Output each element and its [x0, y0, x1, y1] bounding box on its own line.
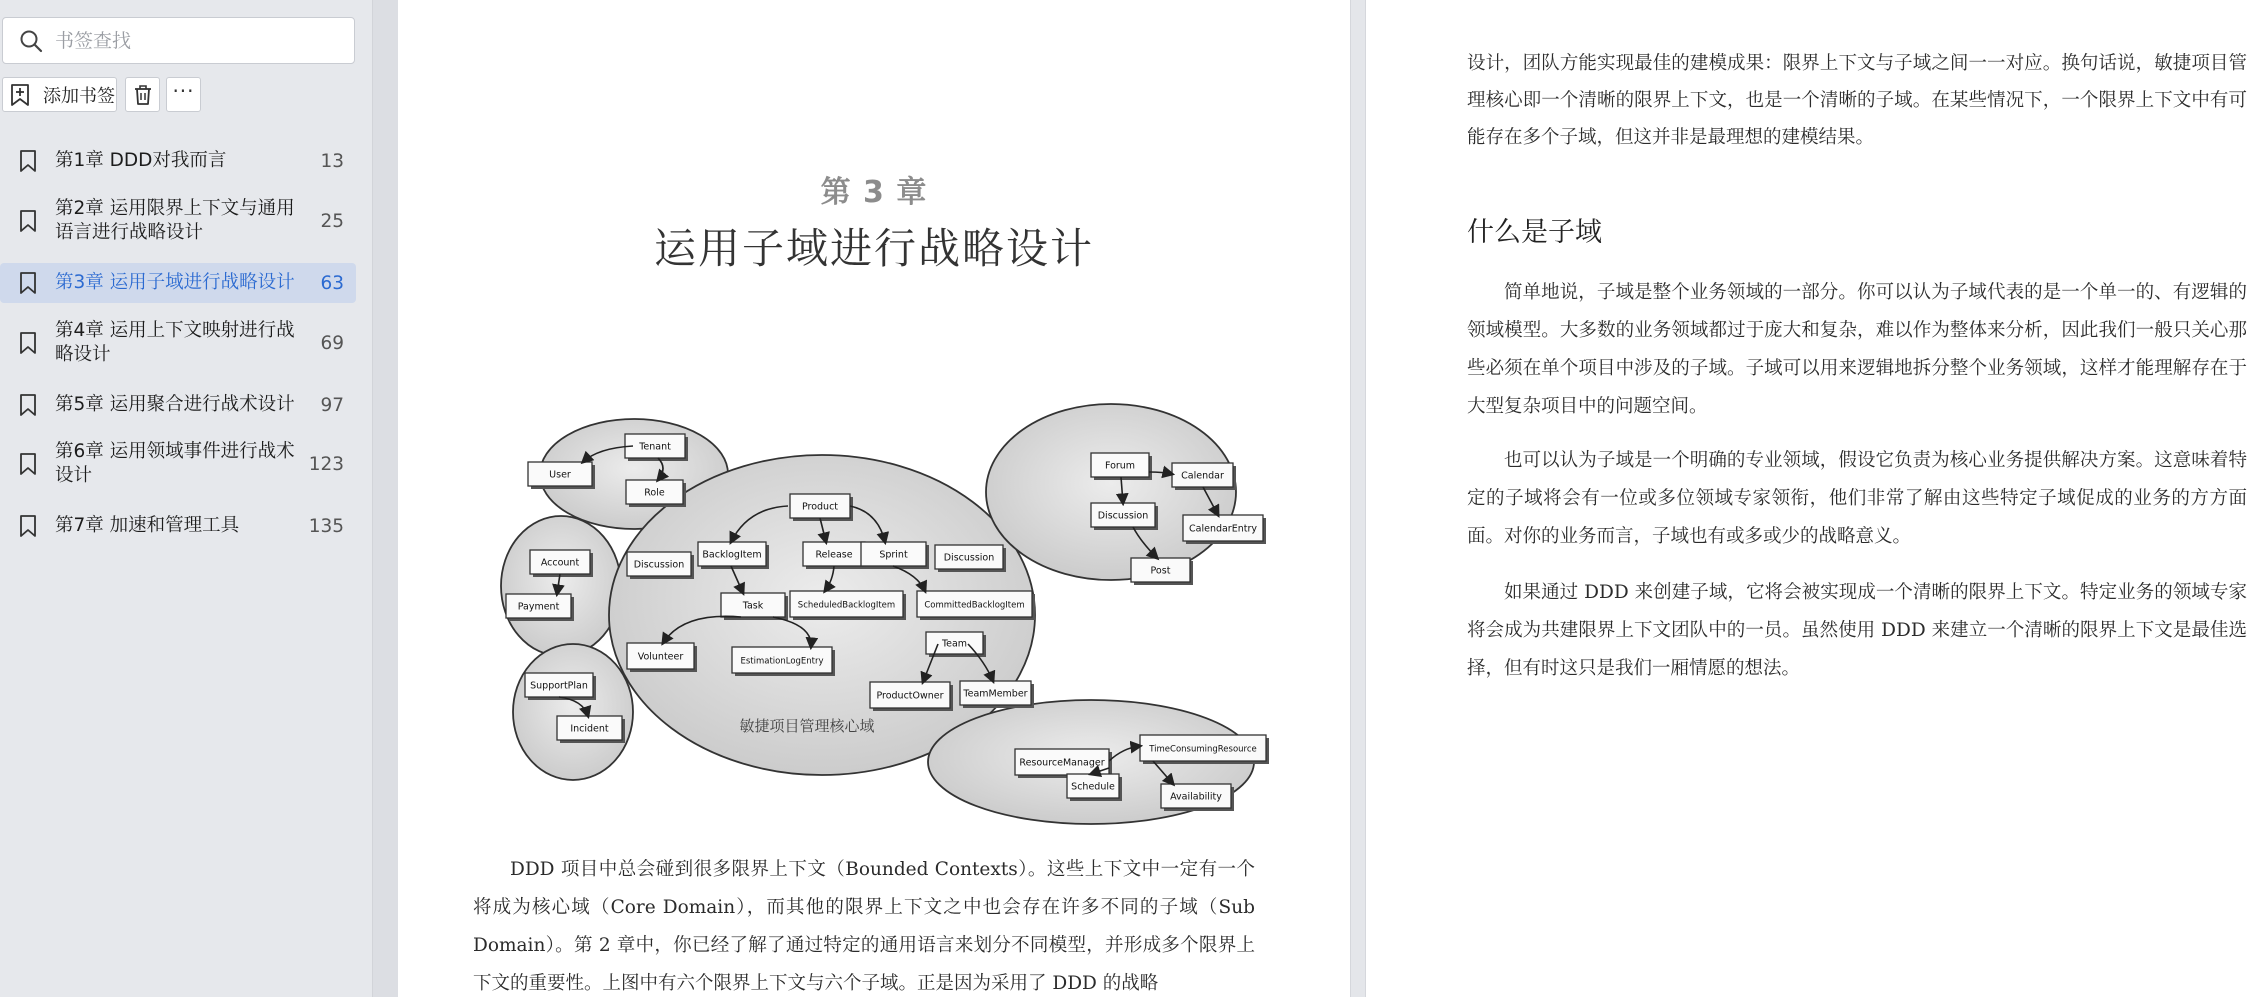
- diagram-node-label: Tenant: [639, 441, 671, 453]
- bookmark-label: 第5章 运用聚合进行战术设计: [55, 394, 295, 415]
- diagram-node-label: Schedule: [1071, 781, 1115, 793]
- diagram-node-label: ScheduledBacklogItem: [797, 600, 896, 611]
- bookmark-icon: [18, 209, 38, 233]
- body-paragraph: 如果通过 DDD 来创建子域，它将会被实现成一个清晰的限界上下文。特定业务的领域专家将会成为共建限界上下文团队中的一员。虽然使用 DDD 来建立一个清晰的限界上下文是最佳选择，但有时这只是我们一厢情愿的想法。: [1467, 582, 2247, 679]
- bookmark-label: 第2章 运用限界上下文与通用语言进行战略设计: [55, 198, 295, 243]
- core-domain-label: 敏捷项目管理核心域: [739, 717, 875, 735]
- add-bookmark-icon: [9, 83, 31, 107]
- bookmark-icon: [18, 514, 38, 538]
- search-icon: [19, 29, 43, 53]
- diagram-node-label: Discussion: [633, 559, 685, 571]
- bookmark-item[interactable]: [0, 263, 356, 303]
- add-bookmark-label: 添加书签: [43, 85, 115, 107]
- diagram-node-label: CommittedBacklogItem: [924, 600, 1025, 611]
- subdomain-diagram: [473, 400, 1273, 830]
- support-subdomain: [513, 644, 633, 780]
- bookmark-page-number: 25: [320, 210, 344, 232]
- bookmark-label: 第1章 DDD对我而言: [55, 150, 227, 171]
- diagram-node-label: ProductOwner: [876, 690, 944, 702]
- trash-icon: [133, 84, 153, 106]
- diagram-node-label: Discussion: [1097, 510, 1149, 522]
- chapter-title: 运用子域进行战略设计: [653, 224, 1094, 273]
- bookmark-page-number: 69: [320, 332, 344, 354]
- bookmark-label: 第3章 运用子域进行战略设计: [55, 272, 295, 293]
- diagram-node-label: CalendarEntry: [1189, 523, 1257, 535]
- bookmark-item[interactable]: [0, 315, 356, 371]
- collaboration-subdomain: [986, 404, 1236, 580]
- diagram-node-label: Post: [1150, 565, 1171, 577]
- diagram-node-label: Payment: [517, 601, 560, 613]
- chapter-number: 第 3 章: [820, 175, 928, 210]
- delete-bookmark-button[interactable]: [125, 77, 160, 112]
- body-paragraph: 也可以认为子域是一个明确的专业领域，假设它负责为核心业务提供解决方案。这意味着特定的子域将会有一位或多位领域专家领衔，他们非常了解由这些特定子域促成的业务的方方面面。对你的业务而言，子域也有或多或少的战略意义。: [1467, 450, 2247, 547]
- billing-subdomain: [501, 516, 621, 656]
- diagram-node-label: SupportPlan: [530, 680, 588, 692]
- bookmark-page-number: 13: [320, 150, 344, 172]
- diagram-node-label: Incident: [570, 723, 609, 735]
- diagram-node-label: TimeConsumingResource: [1149, 744, 1257, 755]
- diagram-node-label: Role: [644, 487, 665, 499]
- document-page-right: [1366, 0, 2252, 997]
- diagram-node-label: Team: [941, 638, 968, 650]
- add-bookmark-button[interactable]: [2, 77, 117, 112]
- bookmark-item[interactable]: [0, 506, 356, 546]
- diagram-node-label: Account: [540, 557, 580, 569]
- diagram-node-label: Forum: [1104, 460, 1136, 472]
- bookmark-icon: [18, 393, 38, 417]
- page-gap: [1350, 0, 1366, 997]
- section-heading: 什么是子域: [1467, 217, 1602, 248]
- diagram-node-label: BacklogItem: [702, 549, 762, 561]
- bookmark-icon: [18, 149, 38, 173]
- diagram-node-label: Availability: [1170, 791, 1222, 803]
- bookmark-icon: [18, 452, 38, 476]
- sidebar-splitter[interactable]: [372, 0, 398, 997]
- bookmark-label: 第6章 运用领域事件进行战术设计: [55, 441, 295, 486]
- diagram-node-label: Task: [742, 600, 764, 612]
- bookmark-item[interactable]: [0, 193, 356, 249]
- bookmark-sidebar: [0, 0, 372, 997]
- document-page-left: [398, 0, 1350, 997]
- bookmark-page-number: 135: [308, 515, 344, 537]
- continued-paragraph: 设计，团队方能实现最佳的建模成果：限界上下文与子域之间一一对应。换句话说，敏捷项目管理核心即一个清晰的限界上下文，也是一个清晰的子域。在某些情况下，一个限界上下文中有可能存在多个子域，但这并非是最理想的建模结果。: [1467, 53, 2247, 148]
- bookmark-item[interactable]: [0, 436, 356, 492]
- bookmark-search-input[interactable]: [55, 30, 335, 52]
- bookmark-icon: [18, 331, 38, 355]
- diagram-node-label: ResourceManager: [1019, 757, 1105, 769]
- bookmark-page-number: 123: [308, 453, 344, 475]
- diagram-node-label: EstimationLogEntry: [740, 656, 824, 667]
- bookmark-icon: [18, 271, 38, 295]
- diagram-node-label: Volunteer: [637, 651, 684, 663]
- diagram-node-label: Discussion: [943, 552, 995, 564]
- more-options-button[interactable]: ···: [166, 77, 201, 112]
- diagram-node-label: Release: [815, 549, 853, 561]
- diagram-node-label: TeamMember: [963, 688, 1028, 700]
- bookmark-label: 第7章 加速和管理工具: [55, 515, 240, 536]
- body-paragraph: DDD 项目中总会碰到很多限界上下文（Bounded Contexts）。这些上下文中一定有一个将成为核心域（Core Domain），而其他的限界上下文之中也会存在许多不同的子域（Sub Domain）。第 2 章中，你已经了解了通过特定的通用语言来划分不同模型，并形成多个限界上下文的重要性。上图中有六个限界上下文与六个子域。正是因为采用了 DDD 的战略: [473, 859, 1255, 994]
- bookmark-label: 第4章 运用上下文映射进行战略设计: [55, 320, 295, 365]
- diagram-node-label: Product: [801, 501, 839, 513]
- bookmark-page-number: 97: [320, 394, 344, 416]
- body-paragraph: 简单地说，子域是整个业务领域的一部分。你可以认为子域代表的是一个单一的、有逻辑的领域模型。大多数的业务领域都过于庞大和复杂，难以作为整体来分析，因此我们一般只关心那些必须在单个项目中涉及的子域。子域可以用来逻辑地拆分整个业务领域，这样才能理解存在于大型复杂项目中的问题空间。: [1467, 282, 2247, 417]
- diagram-node-label: Sprint: [879, 549, 908, 561]
- diagram-node-label: Calendar: [1181, 470, 1224, 482]
- bookmark-item[interactable]: [0, 142, 356, 180]
- bookmark-search-box[interactable]: [2, 17, 355, 64]
- bookmark-page-number: 63: [320, 272, 344, 294]
- bookmark-item[interactable]: [0, 385, 356, 425]
- diagram-node-label: User: [549, 469, 571, 481]
